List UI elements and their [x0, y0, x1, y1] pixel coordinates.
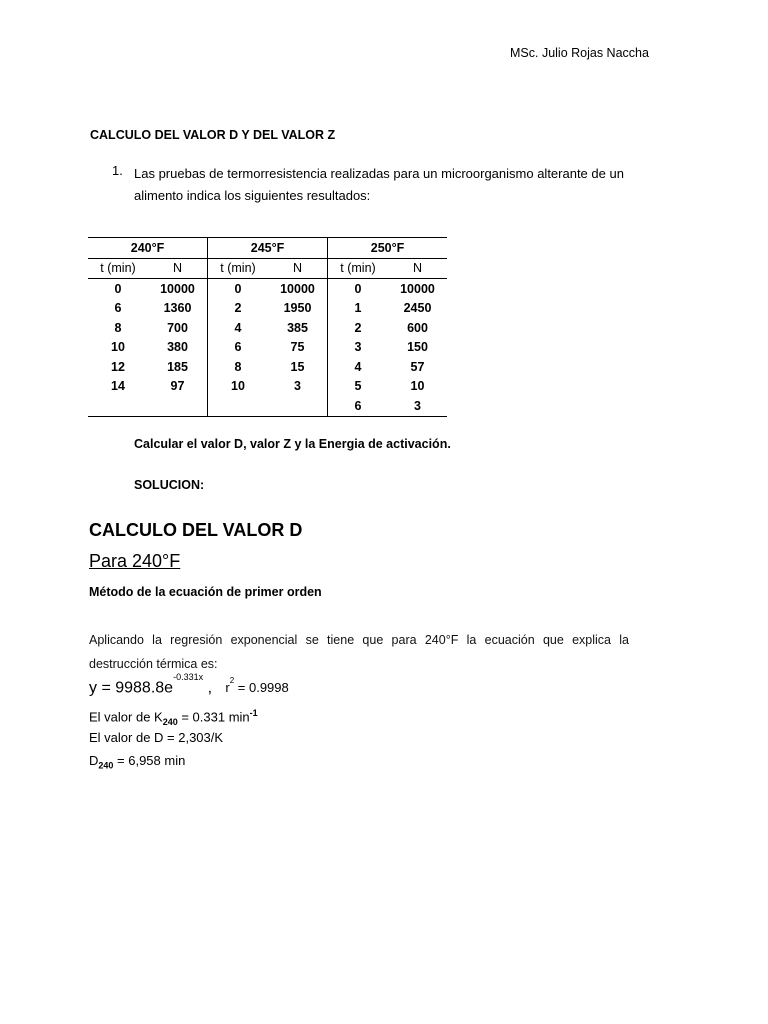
table-cell: 1950 — [283, 301, 312, 316]
table-cell: 6 — [208, 338, 269, 358]
table-cell: 0 — [208, 279, 269, 299]
explanation-paragraph: Aplicando la regresión exponencial se tiene que para 240°F la ecuación que explica la destrucción térmica es: — [89, 633, 629, 671]
table-row — [88, 318, 447, 338]
col-header-n: N — [268, 258, 328, 279]
table-cell: 3 — [388, 396, 447, 416]
table-row — [88, 396, 447, 416]
solution-label: SOLUCION: — [134, 478, 205, 492]
table-cell: 150 — [407, 340, 428, 355]
method-title: Método de la ecuación de primer orden — [89, 585, 322, 599]
col-header-n: N — [148, 258, 208, 279]
table-cell: 8 — [208, 357, 269, 377]
equation-comma: , — [207, 679, 213, 697]
r-label: r — [225, 680, 230, 696]
table-cell: 2450 — [403, 301, 432, 316]
table-cell: 600 — [407, 320, 428, 335]
col-header-t: t (min) — [208, 258, 269, 279]
table-cell — [148, 396, 208, 416]
d-value-line — [89, 753, 185, 771]
d-value: = 6,958 min — [113, 753, 186, 768]
table-cell: 2 — [208, 299, 269, 319]
k-value-line — [89, 708, 258, 727]
table-cell: 10000 — [400, 281, 435, 296]
document-title: CALCULO DEL VALOR D Y DEL VALOR Z — [90, 128, 336, 142]
table-cell: 14 — [111, 379, 125, 394]
table-row — [88, 279, 447, 299]
table-cell: 2 — [328, 318, 389, 338]
table-cell: 700 — [167, 320, 188, 335]
d-subscript: 240 — [98, 760, 114, 771]
table-cell: 1360 — [163, 301, 192, 316]
temp-header-245: 245°F — [208, 238, 328, 259]
table-cell — [208, 396, 269, 416]
equation-exponent: -0.331x — [173, 672, 204, 682]
r-squared — [225, 676, 289, 696]
table-cell: 10 — [208, 377, 269, 397]
table-cell: 3 — [328, 338, 389, 358]
k-subscript: 240 — [162, 716, 178, 727]
temp-header-250: 250°F — [328, 238, 448, 259]
table-cell: 4 — [208, 318, 269, 338]
table-cell: 10000 — [280, 281, 315, 296]
table-cell: 75 — [290, 340, 305, 355]
table-cell: 185 — [167, 359, 188, 374]
table-cell — [268, 396, 328, 416]
table-cell: 385 — [287, 320, 308, 335]
d-prefix: D — [89, 753, 99, 768]
col-header-t: t (min) — [328, 258, 389, 279]
author-name: MSc. Julio Rojas Naccha — [510, 46, 649, 60]
table-temperature-header — [88, 238, 447, 259]
table-cell: 1 — [328, 299, 389, 319]
table-cell: 5 — [328, 377, 389, 397]
table-cell: 12 — [111, 359, 125, 374]
regression-equation — [89, 672, 289, 697]
subsection-title: Para 240°F — [89, 551, 181, 571]
col-header-n: N — [388, 258, 447, 279]
k-prefix: El valor de K — [89, 709, 163, 725]
table-cell: 10000 — [160, 281, 195, 296]
table-row — [88, 357, 447, 377]
k-superscript: -1 — [249, 708, 258, 718]
table-cell — [88, 396, 148, 416]
table-cell: 57 — [410, 359, 425, 374]
table-cell: 4 — [328, 357, 389, 377]
col-header-t: t (min) — [88, 258, 148, 279]
table-cell: 380 — [167, 340, 188, 355]
table-column-header — [88, 258, 447, 279]
r-exponent: 2 — [229, 676, 235, 685]
instruction-text: Calcular el valor D, valor Z y la Energia de activación. — [134, 437, 451, 451]
problem-statement: Las pruebas de termorresistencia realizadas para un microorganismo alterante de un alimento indica los siguientes resultados: — [134, 166, 624, 203]
temp-header-240: 240°F — [88, 238, 208, 259]
equation-lhs: y = 9988.8e — [89, 679, 174, 697]
table-row — [88, 377, 447, 397]
table-cell: 3 — [294, 379, 301, 394]
table-cell: 10 — [111, 340, 125, 355]
table-row — [88, 338, 447, 358]
table-cell: 6 — [114, 301, 122, 316]
table-cell: 6 — [328, 396, 389, 416]
problem-number: 1. — [112, 163, 123, 178]
k-value: = 0.331 min — [177, 709, 250, 725]
section-title: CALCULO DEL VALOR D — [89, 520, 303, 540]
d-formula-line: El valor de D = 2,303/K — [89, 730, 224, 745]
table-cell: 0 — [114, 281, 122, 296]
table-row — [88, 299, 447, 319]
table-cell: 15 — [290, 359, 305, 374]
table-cell: 0 — [328, 279, 389, 299]
r-value: = 0.9998 — [234, 680, 289, 696]
table-cell: 10 — [410, 379, 425, 394]
table-cell: 97 — [170, 379, 185, 394]
thermal-resistance-table — [88, 237, 447, 417]
table-cell: 8 — [114, 320, 122, 335]
